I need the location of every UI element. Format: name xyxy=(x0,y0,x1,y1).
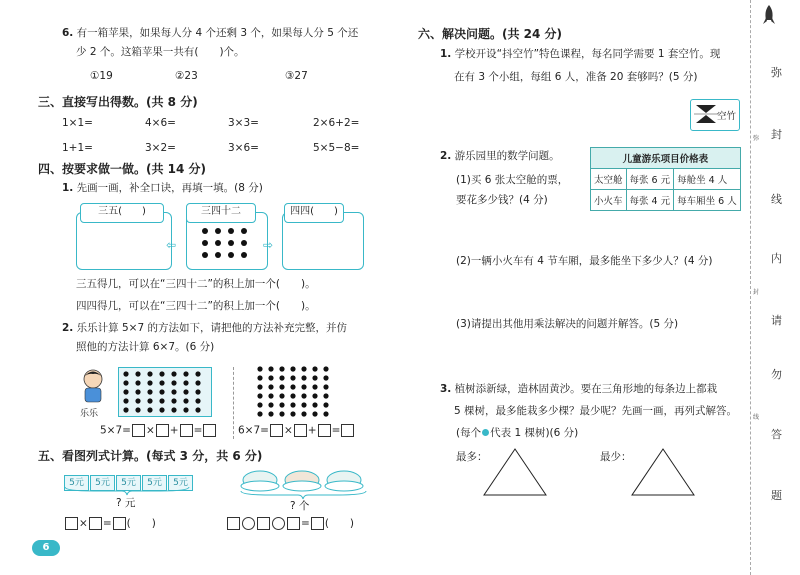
dot xyxy=(279,375,284,380)
eq2-equals: = xyxy=(301,517,310,530)
section-6-title: 六、解决问题。(共 24 分) xyxy=(418,27,563,41)
dot xyxy=(183,371,188,376)
dot xyxy=(323,411,328,416)
diabolo-label: 空竹 xyxy=(717,111,737,122)
table-cell: 小火车 xyxy=(591,190,627,211)
r-q2-text: 游乐园里的数学问题。 xyxy=(454,150,560,162)
dot xyxy=(312,393,317,398)
answer-box[interactable] xyxy=(318,424,331,437)
r-q2-number: 2. xyxy=(440,150,452,162)
dot xyxy=(312,402,317,407)
table-row xyxy=(591,169,741,190)
price-table-caption: 儿童游乐项目价格表 xyxy=(591,148,741,169)
label-most: 最多： xyxy=(456,451,488,463)
dot xyxy=(257,402,262,407)
side-char: 请 xyxy=(771,314,782,327)
dot xyxy=(257,366,262,371)
dot xyxy=(257,411,262,416)
dot xyxy=(195,398,200,403)
eq-right-plus: + xyxy=(307,424,317,437)
kid-name: 乐乐 xyxy=(80,409,99,419)
dot xyxy=(312,375,317,380)
section-5-title: 五、看图列式计算。(每式 3 分，共 6 分) xyxy=(38,449,263,463)
sec4-q2-line1 xyxy=(62,322,347,335)
calc-5: 1+1= xyxy=(62,142,93,154)
dot xyxy=(123,407,128,412)
dot xyxy=(147,389,152,394)
sec4-q2-text: 乐乐计算 5×7 的方法如下，请把他的方法补充完整，并仿 xyxy=(76,322,347,334)
table-cell: 每张 4 元 xyxy=(626,190,674,211)
r-q3-line2: 5 棵树，最多能栽多少棵？最少呢？先画一画，再列式解答。 xyxy=(454,405,738,417)
equation-6x7 xyxy=(238,424,355,438)
arrow-left-icon: ⇦ xyxy=(166,238,177,252)
sec4-q1-number: 1. xyxy=(62,182,74,194)
q6-text: 有一箱苹果，如果每人分 4 个还剩 3 个，如果每人分 5 个还 xyxy=(76,27,359,39)
tree-dot-icon xyxy=(482,429,489,436)
dot xyxy=(257,384,262,389)
dot xyxy=(268,375,273,380)
dot xyxy=(268,411,273,416)
side-char: 题 xyxy=(771,489,782,502)
dot xyxy=(323,402,328,407)
money-note: 5元 xyxy=(116,475,141,491)
dot-grid-6x7 xyxy=(256,365,336,419)
answer-box[interactable] xyxy=(89,517,102,530)
eq-left-start: 5×7= xyxy=(100,424,131,437)
triangle-most[interactable] xyxy=(482,447,548,497)
banner-middle: 三四十二 xyxy=(186,203,256,223)
dot xyxy=(279,393,284,398)
side-char: 线 xyxy=(771,193,782,206)
dot xyxy=(123,398,128,403)
calc-4: 2×6+2= xyxy=(313,117,360,129)
dot xyxy=(290,384,295,389)
answer-box[interactable] xyxy=(180,424,193,437)
dot xyxy=(290,393,295,398)
kid-lele-icon xyxy=(78,368,108,406)
q6-line2: 少 2 个。这箱苹果一共有( )个。 xyxy=(76,46,245,58)
dot xyxy=(159,407,164,412)
money-note: 5元 xyxy=(90,475,115,491)
side-char: 封 xyxy=(771,128,782,141)
calc-1: 1×1= xyxy=(62,117,93,129)
side-char: 弥 xyxy=(771,66,782,79)
dot xyxy=(135,398,140,403)
r-q2-3: (3)请提出其他用乘法解决的问题并解答。(5 分) xyxy=(456,318,679,330)
answer-box[interactable] xyxy=(132,424,145,437)
dot xyxy=(279,402,284,407)
label-least: 最少： xyxy=(600,451,632,463)
q6-option-1: ①19 xyxy=(90,70,113,82)
dot xyxy=(123,389,128,394)
r-q1-text: 学校开设“抖空竹”特色课程，每名同学需要 1 套空竹。现 xyxy=(454,48,721,60)
brace-icon xyxy=(240,490,368,500)
dot xyxy=(183,389,188,394)
table-cell: 每舱坐 4 人 xyxy=(674,169,741,190)
dot xyxy=(159,371,164,376)
banner-left: 三五( ) xyxy=(80,203,164,223)
r-q3-text: 植树添新绿，造林固黄沙。要在三角形地的每条边上都栽 xyxy=(454,383,718,395)
sec4-q2-line2: 照他的方法计算 6×7。(6 分) xyxy=(76,341,215,353)
dot xyxy=(171,389,176,394)
dot xyxy=(159,389,164,394)
side-char: 内 xyxy=(771,252,782,265)
sec4-q1 xyxy=(62,182,263,195)
table-row xyxy=(591,190,741,211)
divider xyxy=(233,367,234,439)
dot xyxy=(301,393,306,398)
fill-line-2: 四四得几，可以在“三四十二”的积上加一个( )。 xyxy=(76,300,316,312)
eq-right-times: × xyxy=(283,424,293,437)
dot xyxy=(323,393,328,398)
r-q1-line1 xyxy=(440,48,720,61)
money-note: 5元 xyxy=(168,475,193,491)
calc-3: 3×3= xyxy=(228,117,259,129)
dot xyxy=(147,380,152,385)
diabolo-icon xyxy=(694,103,718,125)
page-number: 6 xyxy=(32,540,60,556)
answer-box[interactable] xyxy=(341,424,354,437)
dot xyxy=(195,380,200,385)
banner-right: 四四( ) xyxy=(284,203,344,223)
r-q1-line2: 在有 3 个小组，每组 6 人，准备 20 套够吗？(5 分) xyxy=(454,71,698,83)
question-yuan: ? 元 xyxy=(116,497,136,509)
dot xyxy=(147,371,152,376)
answer-box[interactable] xyxy=(270,424,283,437)
table-cell: 每张 6 元 xyxy=(626,169,674,190)
calc-6: 3×2= xyxy=(145,142,176,154)
dot xyxy=(147,398,152,403)
r-q2-1a: (1)买 6 张太空舱的票， xyxy=(456,174,569,186)
brace-icon xyxy=(64,486,190,496)
dot xyxy=(135,389,140,394)
answer-box[interactable] xyxy=(287,517,300,530)
dot xyxy=(257,393,262,398)
operator-circle[interactable] xyxy=(272,517,285,530)
dot xyxy=(123,380,128,385)
eq-left-equals: = xyxy=(193,424,203,437)
rocket-icon xyxy=(761,4,777,26)
dot xyxy=(301,366,306,371)
eq1-equals: = xyxy=(102,517,112,530)
q6-line1 xyxy=(62,27,358,40)
dot xyxy=(301,411,306,416)
price-table xyxy=(590,147,741,211)
r-q3-line1 xyxy=(440,383,717,396)
r-q3-line3-b: 代表 1 棵树)(6 分) xyxy=(490,427,579,439)
sec4-q1-text: 先画一画，补全口诀，再填一填。(8 分) xyxy=(76,182,263,194)
arrow-right-icon: ⇨ xyxy=(263,238,274,252)
dot xyxy=(301,402,306,407)
answer-box[interactable] xyxy=(203,424,216,437)
eq-right-start: 6×7= xyxy=(238,424,269,437)
table-cell: 每车厢坐 6 人 xyxy=(674,190,741,211)
money-note: 5元 xyxy=(142,475,167,491)
r-q2 xyxy=(440,150,560,163)
operator-circle[interactable] xyxy=(242,517,255,530)
r-q2-2: (2)一辆小火车有 4 节车厢，最多能坐下多少人？(4 分) xyxy=(456,255,713,267)
dot xyxy=(268,393,273,398)
dot xyxy=(268,366,273,371)
answer-box[interactable] xyxy=(227,517,240,530)
side-char: 勿 xyxy=(771,368,782,381)
dot xyxy=(323,366,328,371)
equation-cakes xyxy=(226,517,354,531)
cut-mark: 弥 xyxy=(753,135,760,142)
sec4-q2-number: 2. xyxy=(62,322,74,334)
equation-5x7 xyxy=(100,424,217,438)
dot xyxy=(195,407,200,412)
eq2-paren: ( ) xyxy=(324,517,355,530)
r-q3-line3-a: (每个 xyxy=(456,427,482,439)
dot xyxy=(183,398,188,403)
answer-box[interactable] xyxy=(311,517,324,530)
answer-box[interactable] xyxy=(156,424,169,437)
dot xyxy=(183,407,188,412)
dot xyxy=(268,402,273,407)
question-ge: ? 个 xyxy=(290,500,310,512)
dot xyxy=(195,371,200,376)
dot xyxy=(312,411,317,416)
dot xyxy=(171,380,176,385)
dot xyxy=(159,380,164,385)
money-note: 5元 xyxy=(64,475,89,491)
dot xyxy=(279,411,284,416)
r-q3-number: 3. xyxy=(440,383,452,395)
answer-box[interactable] xyxy=(65,517,78,530)
dot xyxy=(279,366,284,371)
section-4-title: 四、按要求做一做。(共 14 分) xyxy=(38,162,207,176)
triangle-least[interactable] xyxy=(630,447,696,497)
dot xyxy=(323,375,328,380)
table-cell: 太空舱 xyxy=(591,169,627,190)
eq1-paren: ( ) xyxy=(126,517,156,530)
dot xyxy=(135,407,140,412)
dot xyxy=(195,389,200,394)
dot xyxy=(290,375,295,380)
dot-grid-3x4 xyxy=(200,226,252,262)
dot xyxy=(183,380,188,385)
dot-grid-5x7 xyxy=(122,370,208,414)
dot xyxy=(268,384,273,389)
binding-line xyxy=(750,0,751,575)
dot xyxy=(257,375,262,380)
dot xyxy=(290,366,295,371)
cut-mark: 线 xyxy=(753,414,760,421)
dot xyxy=(279,384,284,389)
eq-right-equals: = xyxy=(331,424,341,437)
dot xyxy=(312,384,317,389)
dot xyxy=(135,380,140,385)
section-3-title: 三、直接写出得数。(共 8 分) xyxy=(38,95,198,109)
eq1-op: × xyxy=(79,517,88,530)
dot xyxy=(171,407,176,412)
dot xyxy=(290,411,295,416)
q6-option-3: ③27 xyxy=(285,70,308,82)
answer-box[interactable] xyxy=(113,517,126,530)
answer-box[interactable] xyxy=(257,517,270,530)
calc-2: 4×6= xyxy=(145,117,176,129)
dot xyxy=(123,371,128,376)
dot xyxy=(301,375,306,380)
cut-mark: 封 xyxy=(753,289,760,296)
dot xyxy=(171,371,176,376)
side-char: 答 xyxy=(771,428,782,441)
dot xyxy=(135,371,140,376)
calc-7: 3×6= xyxy=(228,142,259,154)
dot xyxy=(290,402,295,407)
dot xyxy=(301,384,306,389)
calc-8: 5×5−8= xyxy=(313,142,360,154)
fill-line-1: 三五得几，可以在“三四十二”的积上加一个( )。 xyxy=(76,278,316,290)
dot xyxy=(312,366,317,371)
eq-left-times: × xyxy=(145,424,155,437)
r-q2-1b: 要花多少钱？(4 分) xyxy=(456,194,548,206)
eq-left-plus: + xyxy=(169,424,179,437)
r-q3-line3 xyxy=(456,427,578,440)
equation-money xyxy=(64,517,156,531)
dot xyxy=(323,384,328,389)
dot xyxy=(171,398,176,403)
answer-box[interactable] xyxy=(294,424,307,437)
q6-number: 6. xyxy=(62,27,74,39)
dot xyxy=(147,407,152,412)
r-q1-number: 1. xyxy=(440,48,452,60)
q6-option-2: ②23 xyxy=(175,70,198,82)
dot xyxy=(159,398,164,403)
